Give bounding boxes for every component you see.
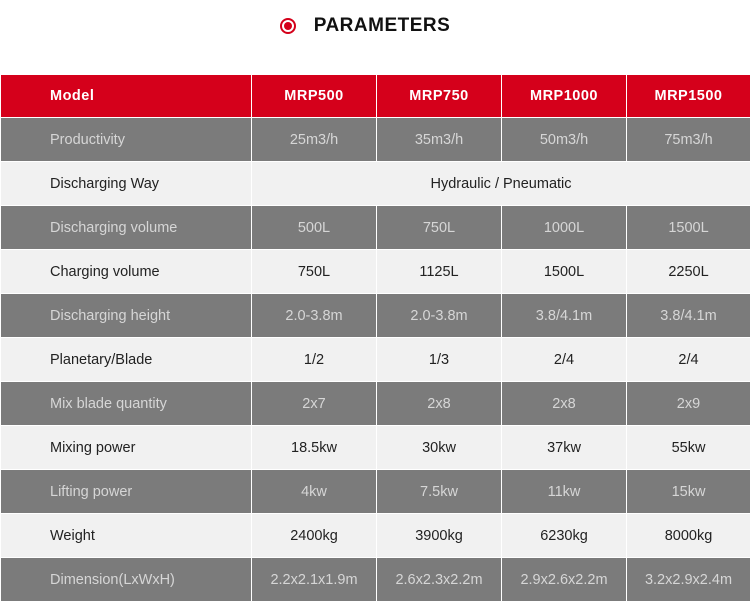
row-label: Weight bbox=[1, 514, 252, 558]
table-cell: 2.0-3.8m bbox=[252, 294, 377, 338]
table-cell: 2/4 bbox=[502, 338, 627, 382]
table-cell: 37kw bbox=[502, 426, 627, 470]
parameters-table bbox=[0, 74, 750, 602]
table-cell: 2.2x2.1x1.9m bbox=[252, 558, 377, 602]
table-cell: 25m3/h bbox=[252, 118, 377, 162]
table-cell: 2x7 bbox=[252, 382, 377, 426]
table-cell: 2x8 bbox=[502, 382, 627, 426]
table-cell: 1/2 bbox=[252, 338, 377, 382]
table-row bbox=[1, 382, 750, 426]
table-cell: 2x9 bbox=[627, 382, 750, 426]
merged-cell: Hydraulic / Pneumatic bbox=[252, 162, 750, 206]
table-cell: 500L bbox=[252, 206, 377, 250]
header-mrp1500: MRP1500 bbox=[627, 75, 750, 118]
table-row bbox=[1, 162, 750, 206]
title-bar bbox=[0, 0, 750, 52]
table-cell: 1500L bbox=[627, 206, 750, 250]
row-label: Lifting power bbox=[1, 470, 252, 514]
table-cell: 3900kg bbox=[377, 514, 502, 558]
table-cell: 30kw bbox=[377, 426, 502, 470]
table-cell: 2/4 bbox=[627, 338, 750, 382]
table-cell: 11kw bbox=[502, 470, 627, 514]
table-cell: 75m3/h bbox=[627, 118, 750, 162]
row-label: Mix blade quantity bbox=[1, 382, 252, 426]
table-cell: 750L bbox=[377, 206, 502, 250]
row-label: Dimension(LxWxH) bbox=[1, 558, 252, 602]
table-cell: 750L bbox=[252, 250, 377, 294]
table-cell: 7.5kw bbox=[377, 470, 502, 514]
row-label: Discharging Way bbox=[1, 162, 252, 206]
header-row bbox=[1, 75, 750, 118]
table-row bbox=[1, 118, 750, 162]
table-cell: 2.0-3.8m bbox=[377, 294, 502, 338]
table-row bbox=[1, 206, 750, 250]
row-label: Productivity bbox=[1, 118, 252, 162]
red-circle-bullet-icon bbox=[280, 18, 296, 34]
row-label: Discharging height bbox=[1, 294, 252, 338]
table-cell: 55kw bbox=[627, 426, 750, 470]
table-cell: 3.8/4.1m bbox=[627, 294, 750, 338]
row-label: Planetary/Blade bbox=[1, 338, 252, 382]
row-label: Discharging volume bbox=[1, 206, 252, 250]
table-cell: 2x8 bbox=[377, 382, 502, 426]
row-label: Charging volume bbox=[1, 250, 252, 294]
table-row bbox=[1, 558, 750, 602]
table-cell: 18.5kw bbox=[252, 426, 377, 470]
header-mrp500: MRP500 bbox=[252, 75, 377, 118]
table-cell: 1/3 bbox=[377, 338, 502, 382]
table-cell: 15kw bbox=[627, 470, 750, 514]
table-cell: 8000kg bbox=[627, 514, 750, 558]
table-cell: 2.9x2.6x2.2m bbox=[502, 558, 627, 602]
title-group bbox=[280, 15, 451, 37]
table-cell: 35m3/h bbox=[377, 118, 502, 162]
table-cell: 2400kg bbox=[252, 514, 377, 558]
table-cell: 2.6x2.3x2.2m bbox=[377, 558, 502, 602]
table-cell: 1500L bbox=[502, 250, 627, 294]
table-row bbox=[1, 514, 750, 558]
table-cell: 50m3/h bbox=[502, 118, 627, 162]
header-mrp750: MRP750 bbox=[377, 75, 502, 118]
table-cell: 1125L bbox=[377, 250, 502, 294]
table-cell: 4kw bbox=[252, 470, 377, 514]
table-row bbox=[1, 338, 750, 382]
table-header bbox=[1, 75, 750, 118]
table-body bbox=[1, 118, 750, 602]
table-row bbox=[1, 250, 750, 294]
table-cell: 1000L bbox=[502, 206, 627, 250]
table-cell: 6230kg bbox=[502, 514, 627, 558]
table-cell: 2250L bbox=[627, 250, 750, 294]
table-row bbox=[1, 294, 750, 338]
bullet-dot bbox=[284, 22, 292, 30]
table-row bbox=[1, 426, 750, 470]
row-label: Mixing power bbox=[1, 426, 252, 470]
table-cell: 3.8/4.1m bbox=[502, 294, 627, 338]
header-mrp1000: MRP1000 bbox=[502, 75, 627, 118]
page-title: PARAMETERS bbox=[313, 15, 451, 36]
table-cell: 3.2x2.9x2.4m bbox=[627, 558, 750, 602]
header-model: Model bbox=[1, 75, 252, 118]
table-row bbox=[1, 470, 750, 514]
